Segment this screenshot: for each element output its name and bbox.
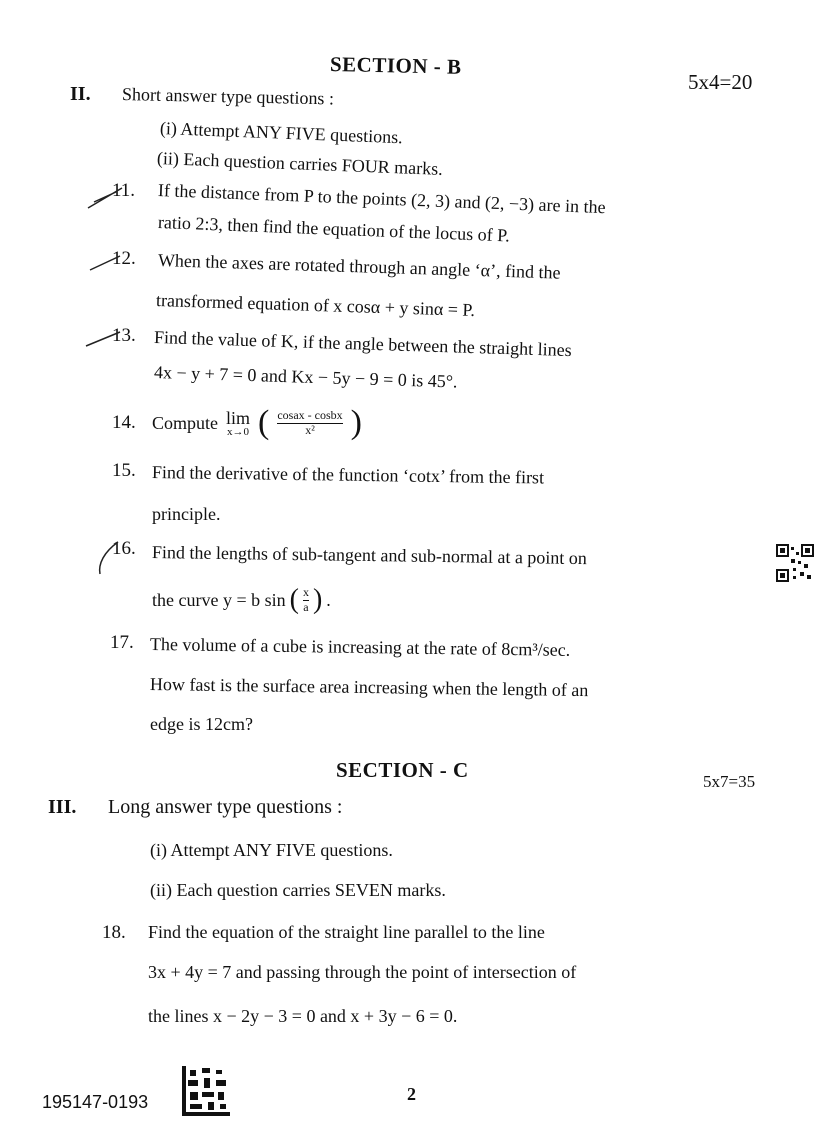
section-b-marks: 5x4=20 — [688, 70, 753, 94]
section-c-instruction-1: (i) Attempt ANY FIVE questions. — [150, 840, 393, 860]
section-c-roman: III. — [48, 796, 77, 818]
paper-code: 195147-0193 — [42, 1092, 149, 1112]
q14-text: Compute — [152, 412, 218, 433]
pen-tick-icon — [88, 250, 124, 274]
q15-line-1: Find the derivative of the function ‘cotx’ from the first — [151, 462, 545, 488]
q14-limit — [226, 409, 250, 438]
data-matrix-barcode-icon — [182, 1066, 230, 1116]
q12-line-2: transformed equation of x cosα + y sinα = P. — [155, 290, 476, 321]
q17-line-2: How fast is the surface area increasing when the length of an — [149, 674, 589, 701]
q18-number: 18. — [102, 922, 126, 943]
q16-curve-text: the curve y = b sin — [152, 589, 286, 610]
section-b-instruction-1: (i) Attempt ANY FIVE questions. — [159, 118, 404, 148]
q15-line-2: principle. — [152, 504, 221, 524]
page-number: 2 — [407, 1084, 416, 1104]
q14-lim-sub: x→0 — [227, 425, 249, 438]
pen-tick-icon — [86, 182, 126, 212]
q11-number: 11. — [112, 180, 136, 201]
q17-line-1: The volume of a cube is increasing at the rate of 8cm³/sec. — [149, 634, 571, 660]
q14-numerator: cosax - cosbx — [277, 408, 343, 423]
q12-line-1: When the axes are rotated through an angle ‘α’, find the — [157, 250, 561, 283]
section-b-title: SECTION - B — [329, 52, 462, 79]
section-c-title: SECTION - C — [336, 758, 469, 782]
section-b-roman: II. — [70, 83, 91, 105]
q18-line-2: 3x + 4y = 7 and passing through the point of intersection of — [148, 962, 577, 982]
section-c-marks: 5x7=35 — [703, 772, 756, 791]
q14-number: 14. — [112, 412, 136, 433]
q16-line-1: Find the lengths of sub-tangent and sub-normal at a point on — [151, 542, 588, 569]
q16-frac-den: a — [303, 599, 309, 614]
q13-number: 13. — [112, 325, 136, 346]
q16-frac-num: x — [302, 585, 309, 600]
q14-denominator: x² — [305, 422, 315, 437]
q17-line-3: edge is 12cm? — [150, 714, 253, 734]
q14-fraction — [277, 409, 342, 436]
q16-line-2: the curve y = b sin ( $\frac{x}{a}$ ) . — [152, 584, 331, 615]
q13-line-2: 4x − y + 7 = 0 and Kx − 5y − 9 = 0 is 45°. — [153, 362, 458, 392]
q18-line-1: Find the equation of the straight line parallel to the line — [148, 922, 545, 942]
q14-lim-label: lim — [226, 407, 251, 428]
section-b-heading: Short answer type questions : — [121, 84, 335, 109]
q16-fraction — [303, 586, 309, 613]
q18-line-3: the lines x − 2y − 3 = 0 and x + 3y − 6 = 0. — [148, 1006, 458, 1026]
pen-tick-icon — [94, 538, 124, 578]
q16-number: 16. — [112, 538, 136, 559]
q12-number: 12. — [112, 248, 136, 269]
q14-expression: Compute lim x→0 ( $\frac{\text{cosax - cosbx}}{\text{x²}}$ ) — [152, 404, 362, 441]
section-b-instruction-2: (ii) Each question carries FOUR marks. — [156, 148, 444, 179]
q15-number: 15. — [112, 460, 136, 481]
section-c-heading: Long answer type questions : — [108, 796, 343, 818]
q17-number: 17. — [110, 632, 134, 653]
qr-code-icon — [776, 544, 814, 582]
q11-line-1: If the distance from P to the points (2, 3) and (2, −3) are in the — [157, 180, 606, 218]
section-c-instruction-2: (ii) Each question carries SEVEN marks. — [150, 880, 446, 900]
q11-line-2: ratio 2:3, then find the equation of the locus of P. — [157, 212, 511, 246]
pen-tick-icon — [84, 326, 124, 350]
q13-line-1: Find the value of K, if the angle between the straight lines — [153, 327, 573, 361]
